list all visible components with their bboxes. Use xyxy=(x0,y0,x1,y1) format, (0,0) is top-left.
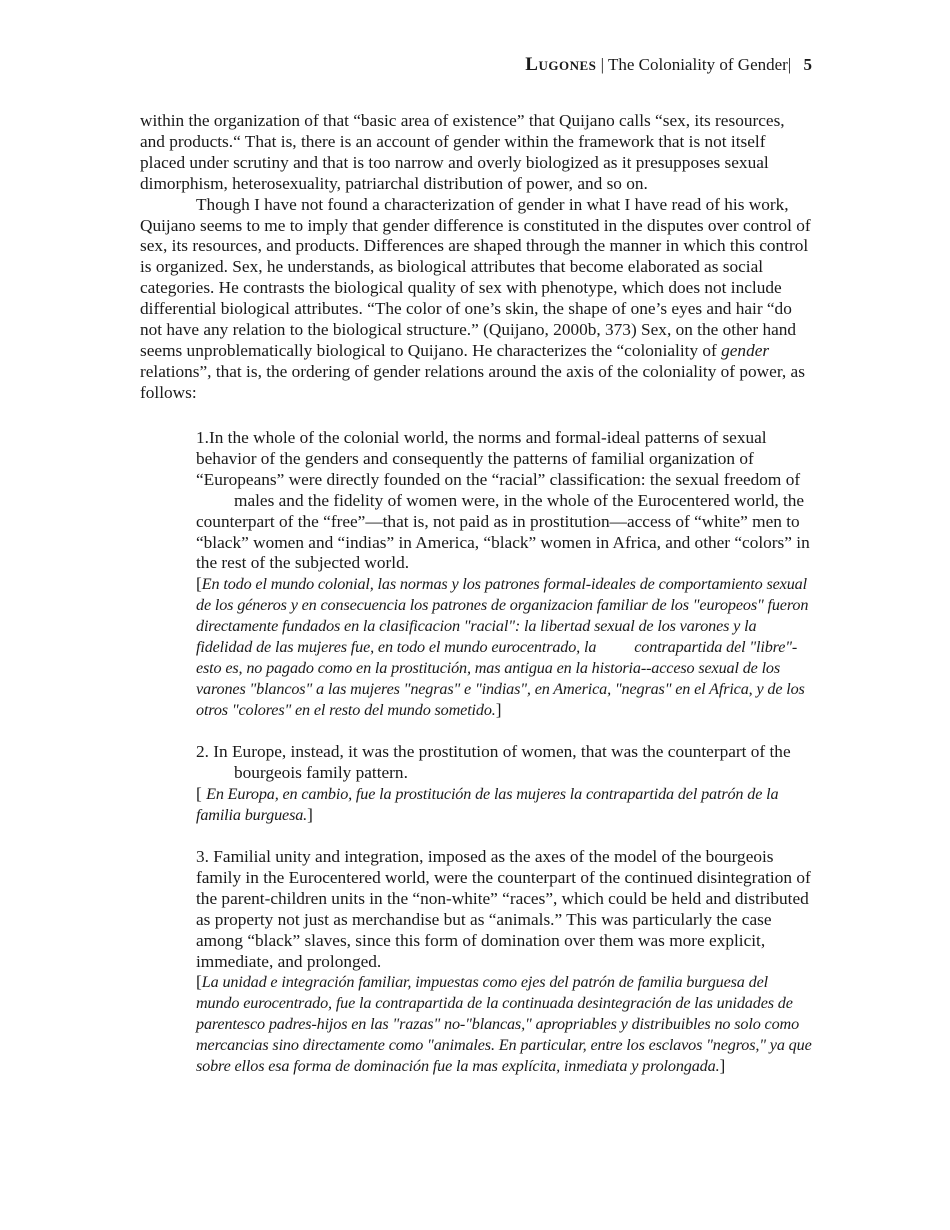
quote-2-english-a: 2. In Europe, instead, it was the prostitution of women, that was the counterpart of the xyxy=(196,742,791,761)
quote-2-bracket-open: [ xyxy=(196,783,207,803)
quote-1-spanish-a: En todo el mundo colonial, las normas y los patrones formal-ideales de comportamiento sexual de los géneros y en consecuencia los patrones de organizacion familiar de los "europeos" fueron directamente fundados en la clasificacion "racial": la libertad sexual de los varones y la fidelidad de las mujeres fue, en todo el mundo eurocentrado, la xyxy=(196,575,809,657)
quote-3-spanish-text: La unidad e integración familiar, impuestas como ejes del patrón de familia burguesa del mundo eurocentrado, fue la contrapartida de la continuada desintegración de las unidades de parentesco padres-hijos en las "razas" no-"blancas," apropriables y distribuibles no solo como mercancias sino directamente como "animales. En particular, entre los esclavos "negros," ya que sobre ellos esa forma de dominación fue la mas explícita, inmediata y prolongada. xyxy=(196,973,812,1076)
quote-1-english xyxy=(196,428,814,574)
header-title-separator: | xyxy=(787,55,792,74)
quote-2-spanish-text: En Europa, en cambio, fue la prostitución de las mujeres la contrapartida del patrón de la familia burguesa. xyxy=(196,784,779,824)
paragraph-1: within the organization of that “basic area of existence” that Quijano calls “sex, its resources, and products.“ That is, there is an account of gender within the framework that is not itself placed under scrutiny and that is too narrow and overly biologized as it presupposes sexual dimorphism, heterosexuality, patriarchal distribution of power, and so on. xyxy=(140,111,785,193)
quote-1-spanish-b: contrapartida del "libre"-esto es, no pagado como en la prostitución, mas antigua en la historia--acceso sexual de los varones "blancos" a las mujeres "negras" e "indias", en America, "negras" en el Africa, y de los otros "colores" en el resto del mundo sometido. xyxy=(196,638,805,719)
block-quote-2 xyxy=(196,742,814,826)
paragraph-2-text: Though I have not found a characterization of gender in what I have read of his work, Quijano seems to me to imply that gender difference is constituted in the disputes over control of sex, its resources, and products. Differences are shaped through the manner in which this control is organized. Sex, he understands, as biological attributes that become elaborated as social categories. He contrasts the biological quality of sex with phenotype, which does not include differential biological attributes. “The color of one’s skin, the shape of one’s eyes and hair “do not have any relation to the biological structure.” (Quijano, 2000b, 373) Sex, on the other hand seems unproblematically biological to Quijano. He characterizes the “coloniality of xyxy=(140,194,811,360)
quote-2-spanish xyxy=(196,784,814,826)
header-separator: | xyxy=(600,55,605,74)
quote-1-english-b: males and the fidelity of women were, in the whole of the Eurocentered world, the counterpart of the “free”—that is, not paid as in prostitution—access of “white” men to “black” women and “indias” in America, “black” women in Africa, and other “colors” in the rest of the subjected world. xyxy=(196,490,810,573)
quote-3-english: 3. Familial unity and integration, imposed as the axes of the model of the bourgeois family in the Eurocentered world, were the counterpart of the continued disintegration of the parent-children units in the “non-white” “races”, which could be held and distributed as property not just as merchandise but as “animals.” This was particularly the case among “black” slaves, since this form of domination over them was more explicit, immediate, and prolonged. xyxy=(196,847,811,971)
quote-2-bracket-close: ] xyxy=(307,804,313,824)
quote-2-english-b: bourgeois family pattern. xyxy=(234,762,408,782)
quote-1-spanish xyxy=(196,574,814,720)
quote-1-bracket-open: [ xyxy=(196,574,202,594)
block-quote-3 xyxy=(196,847,814,1077)
page-number: 5 xyxy=(803,55,812,74)
quote-1-english-a: 1.In the whole of the colonial world, the norms and formal-ideal patterns of sexual behavior of the genders and consequently the patterns of familial organization of “Europeans” were directly founded on the “racial” classification: the sexual freedom of xyxy=(196,428,801,489)
header-author: Lugones xyxy=(525,54,597,75)
paragraph-2-text-end: relations”, that is, the ordering of gender relations around the axis of the coloniality of power, as follows: xyxy=(140,361,805,402)
quote-3-bracket-open: [ xyxy=(196,972,202,992)
block-quote-1 xyxy=(196,428,814,721)
quote-2-english xyxy=(196,742,814,784)
quote-1-bracket-close: ] xyxy=(495,699,502,719)
paragraph-2 xyxy=(140,195,812,404)
quote-3-spanish xyxy=(196,972,814,1077)
header-title: The Coloniality of Gender xyxy=(607,55,788,74)
main-text xyxy=(140,111,812,404)
paragraph-2-italic: gender xyxy=(721,340,770,360)
quote-3-bracket-close: ] xyxy=(719,1056,726,1076)
running-header xyxy=(525,54,812,76)
